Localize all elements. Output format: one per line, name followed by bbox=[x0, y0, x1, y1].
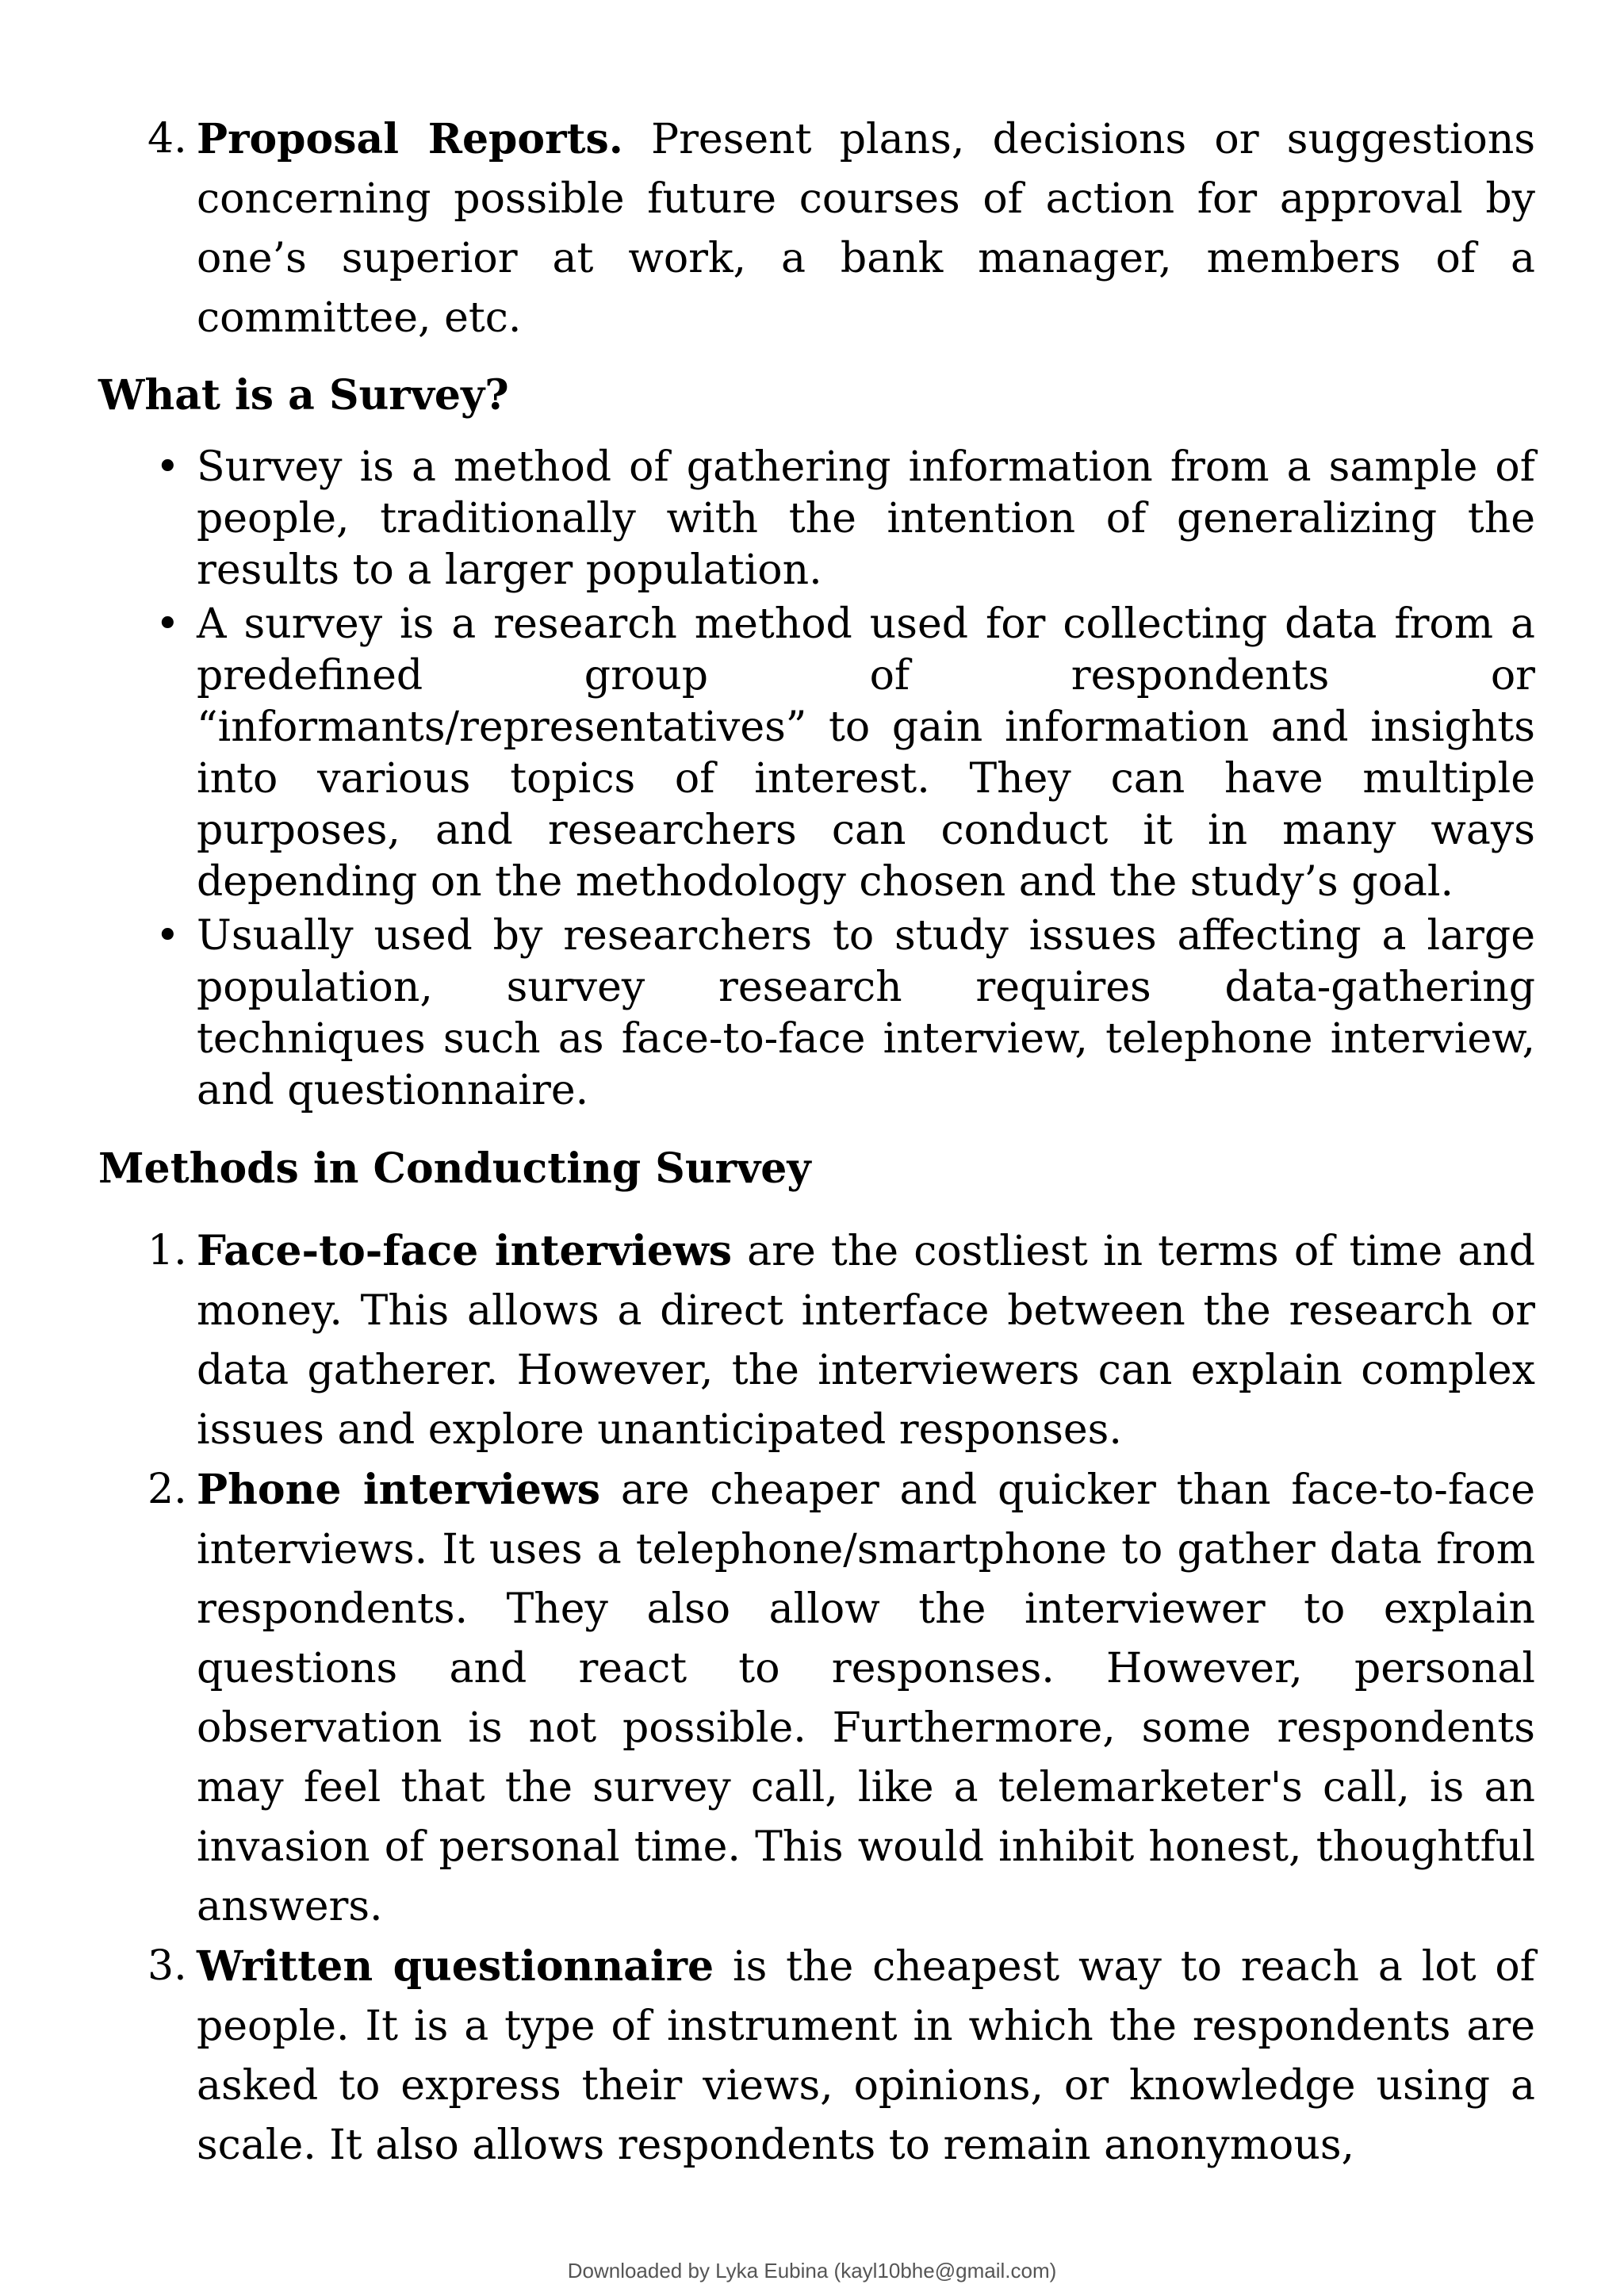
methods-list bbox=[98, 1221, 1535, 2175]
survey-bullet-text: Survey is a method of gathering information from a sample of people, traditionally with the intention of generalizing the results to a larger population. bbox=[197, 443, 1535, 594]
method-term: Written questionnaire bbox=[197, 1942, 714, 1991]
proposal-reports-term: Proposal Reports. bbox=[197, 115, 623, 163]
survey-bullet-1 bbox=[98, 442, 1535, 596]
list-number: 2. bbox=[147, 1466, 187, 1513]
bullet-icon: • bbox=[155, 912, 180, 960]
list-number: 4. bbox=[147, 115, 187, 163]
document-body bbox=[98, 109, 1535, 2175]
methods-heading: Methods in Conducting Survey bbox=[98, 1144, 811, 1193]
method-text: are the costliest in terms of time and money. This allows a direct interface between the research or data gatherer. However, the interviewers can explain complex issues and explore unanticipated responses. bbox=[197, 1228, 1535, 1454]
proposal-reports-item bbox=[98, 109, 1535, 348]
method-term: Face-to-face interviews bbox=[197, 1227, 733, 1275]
bullet-icon: • bbox=[155, 600, 180, 648]
method-item-written-questionnaire bbox=[98, 1937, 1535, 2175]
download-footer: Downloaded by Lyka Eubina (kayl10bhe@gmail.com) bbox=[567, 2259, 1057, 2283]
survey-heading: What is a Survey? bbox=[98, 371, 509, 420]
proposal-reports-text: Present plans, decisions or suggestions concerning possible future courses of action for approval by one’s superior at work, a bank manager, members of a committee, etc. bbox=[197, 116, 1536, 342]
method-text: are cheaper and quicker than face-to-face interviews. It uses a telephone/smartphone to gather data from respondents. They also allow the interviewer to explain questions and react to responses. However, personal observation is not possible. Furthermore, some respondents may feel that the survey call, like a telemarketer's call, is an invasion of personal time. This would inhibit honest, thoughtful answers. bbox=[197, 1466, 1536, 1930]
survey-bullet-2 bbox=[98, 599, 1535, 908]
method-item-face-to-face bbox=[98, 1221, 1535, 1460]
survey-bullet-text: A survey is a research method used for collecting data from a predefined group of respondents or “informants/representatives” to gain information and insights into various topics of interest. They can have multiple purposes, and researchers can conduct it in many ways depending on the methodology chosen and the study’s goal. bbox=[197, 600, 1535, 906]
method-text: is the cheapest way to reach a lot of people. It is a type of instrument in which the respondents are asked to express their views, opinions, or knowledge using a scale. It also allows respondents to remain anonymous, bbox=[197, 1943, 1535, 2169]
survey-bullet-3 bbox=[98, 910, 1535, 1117]
list-number: 3. bbox=[147, 1942, 187, 1990]
bullet-icon: • bbox=[155, 443, 180, 491]
method-item-phone bbox=[98, 1460, 1535, 1937]
method-term: Phone interviews bbox=[197, 1466, 601, 1514]
survey-bullet-list bbox=[98, 442, 1535, 1117]
survey-bullet-text: Usually used by researchers to study issues affecting a large population, survey research requires data-gathering techniques such as face-to-face interview, telephone interview, and questionnaire. bbox=[197, 912, 1535, 1114]
list-number: 1. bbox=[147, 1227, 187, 1274]
